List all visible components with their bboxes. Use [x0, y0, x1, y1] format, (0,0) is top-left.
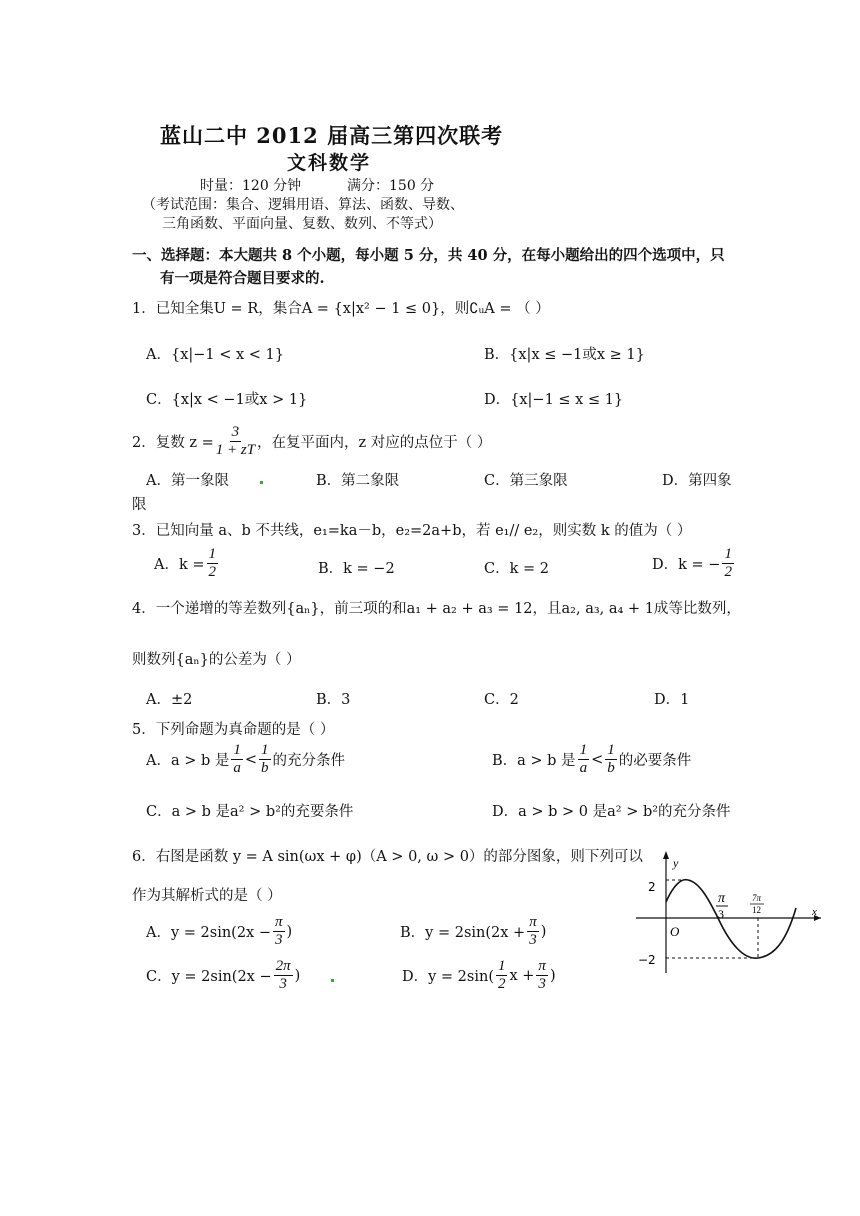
section1-heading: 一、选择题：本大题共 8 个小题，每小题 5 分，共 40 分，在每小题给出的四个选项中，只	[132, 247, 725, 264]
q2-option-d-wrap: 限	[132, 497, 147, 513]
q2-fraction	[216, 424, 255, 459]
exam-title: 蓝山二中 2012 届高三第四次联考	[160, 123, 504, 148]
q5-a-num1: 1	[233, 742, 241, 758]
q3-d-prefix: D．k = −	[652, 557, 721, 573]
q6-option-a	[146, 914, 292, 949]
q5-stem: 5．下列命题为真命题的是（ ）	[132, 722, 335, 738]
exam-score: 满分：150 分	[347, 178, 435, 194]
q6-a-num: π	[275, 914, 283, 930]
q4-stem-cont: 则数列{aₙ}的公差为（ ）	[132, 652, 301, 668]
q6-a-close: )	[286, 923, 293, 940]
q4-option-a: A．±2	[146, 692, 193, 708]
q2-option-c: C．第三象限	[484, 473, 568, 489]
q6-d-mid: x +	[509, 967, 535, 984]
min-value-label: −2	[638, 953, 656, 967]
q5-b-den1: a	[579, 760, 588, 776]
origin-label: O	[670, 924, 680, 939]
q6-c-close: )	[294, 967, 301, 984]
q5-b-num1: 1	[579, 742, 588, 758]
q5-a-prefix: A．a > b 是	[146, 753, 230, 769]
q3-a-num: 1	[208, 546, 217, 562]
q6-a-frac	[273, 914, 285, 949]
seven-pi-num: 7π	[752, 893, 762, 903]
q5-b-frac-b	[605, 742, 617, 777]
q1-stem: 1．已知全集U = R，集合A = {x|x² − 1 ≤ 0}，则∁ᵤA = （ ）	[132, 301, 550, 317]
q6-d-den1: 2	[497, 976, 506, 992]
q1-option-c: C．{x|x < −1或x > 1}	[146, 392, 308, 408]
q6-b-prefix: B．y = 2sin(2x +	[400, 925, 526, 941]
q3-a-fraction	[207, 546, 219, 581]
q5-option-d: D．a > b > 0 是a² > b²的充分条件	[492, 804, 731, 820]
q4-option-d: D．1	[654, 692, 690, 708]
seven-pi-den: 12	[752, 905, 761, 915]
q6-option-c	[146, 958, 300, 993]
q6-d-frac2	[536, 958, 548, 993]
q5-a-num2: 1	[261, 742, 269, 758]
q2-frac-num: 3	[231, 424, 240, 440]
q5-option-c: C．a > b 是a² > b²的充要条件	[146, 804, 354, 820]
q6-b-num: π	[529, 914, 537, 930]
q6-d-close: )	[549, 967, 556, 984]
q5-a-lt: <	[244, 751, 258, 768]
q5-a-frac-a	[231, 742, 243, 777]
q5-a-frac-b	[259, 742, 271, 777]
q3-a-prefix: A．k =	[154, 557, 205, 573]
q4-option-c: C．2	[484, 692, 519, 708]
q6-c-frac	[274, 958, 293, 993]
q6-option-b	[400, 914, 546, 949]
y-axis-label: y	[673, 856, 679, 870]
q2-option-b: B．第二象限	[316, 473, 400, 489]
q6-b-frac	[527, 914, 539, 949]
q1-option-a: A．{x|−1 < x < 1}	[146, 347, 284, 363]
q5-b-frac-a	[578, 742, 590, 777]
pi-over-3-den: 3	[718, 907, 724, 921]
y-axis-arrow	[663, 851, 669, 859]
q6-d-den2: 3	[538, 976, 546, 992]
q5-a-suffix: 的充分条件	[272, 753, 346, 769]
q5-b-den2: b	[607, 760, 615, 776]
green-mark	[260, 481, 263, 484]
q6-d-num1: 1	[497, 958, 506, 974]
q3-d-fraction	[722, 546, 734, 581]
q6-b-close: )	[540, 923, 547, 940]
q2-option-d: D．第四象	[662, 473, 732, 489]
exam-scope-line2: 三角函数、平面向量、复数、数列、不等式）	[162, 216, 442, 232]
exam-time: 时量：120 分钟	[200, 178, 302, 194]
section1-heading-cont: 有一项是符合题目要求的.	[160, 270, 325, 287]
q6-c-den: 3	[279, 976, 287, 992]
q3-option-a	[154, 546, 220, 581]
q3-a-den: 2	[208, 564, 217, 580]
q5-option-b	[492, 742, 691, 777]
q4-stem: 4．一个递增的等差数列{aₙ}，前三项的和a₁ + a₂ + a₃ = 12，且a₂, a₃, a₄ + 1成等比数列，	[132, 601, 741, 617]
q3-stem: 3．已知向量 a、b 不共线，e₁=ka－b，e₂=2a+b，若 e₁// e₂，则实数 k 的值为（ ）	[132, 523, 692, 539]
exam-subtitle: 文科数学	[287, 152, 372, 174]
q6-b-den: 3	[529, 932, 537, 948]
x-axis-label: x	[812, 906, 817, 918]
q6-c-num: 2π	[275, 958, 291, 974]
q6-a-prefix: A．y = 2sin(2x −	[146, 925, 271, 941]
q5-a-den1: a	[233, 760, 241, 776]
q5-option-a	[146, 742, 345, 777]
q5-b-prefix: B．a > b 是	[492, 753, 576, 769]
q6-a-den: 3	[275, 932, 283, 948]
q5-b-lt: <	[591, 751, 604, 768]
q2-suffix: ，在复平面内，z 对应的点位于（ ）	[257, 435, 492, 451]
sine-curve	[666, 880, 796, 959]
q6-c-prefix: C．y = 2sin(2x −	[146, 969, 272, 985]
q2-prefix: 2．复数 z =	[132, 435, 214, 451]
q6-stem-cont: 作为其解析式的是（ ）	[132, 888, 282, 904]
q3-option-b: B．k = −2	[318, 561, 395, 577]
q3-d-num: 1	[724, 546, 732, 562]
sine-graph	[636, 848, 826, 978]
q6-d-prefix: D．y = 2sin(	[402, 969, 494, 985]
q3-option-d	[652, 546, 736, 581]
q2-option-a: A．第一象限	[146, 473, 229, 489]
pi-over-3-num: π	[718, 891, 726, 906]
q3-option-c: C．k = 2	[484, 561, 549, 577]
q6-d-num2: π	[538, 958, 546, 974]
q6-option-d	[402, 958, 556, 993]
q4-option-b: B．3	[316, 692, 351, 708]
q1-option-b: B．{x|x ≤ −1或x ≥ 1}	[484, 347, 645, 363]
max-value-label: 2	[648, 880, 656, 894]
green-mark-2	[331, 979, 334, 982]
q2-frac-den: 1 + zT	[215, 442, 256, 458]
q6-stem: 6．右图是函数 y = A sin(ωx + φ)（A > 0, ω > 0）的部分图象，则下列可以	[132, 849, 643, 865]
q1-option-d: D．{x|−1 ≤ x ≤ 1}	[484, 392, 624, 408]
q5-a-den2: b	[261, 760, 269, 776]
q6-d-frac1	[496, 958, 508, 993]
q3-d-den: 2	[724, 564, 732, 580]
exam-scope-line1: （考试范围：集合、逻辑用语、算法、函数、导数、	[142, 197, 464, 213]
q5-b-num2: 1	[607, 742, 615, 758]
q5-b-suffix: 的必要条件	[618, 753, 692, 769]
q2-stem	[132, 424, 491, 459]
